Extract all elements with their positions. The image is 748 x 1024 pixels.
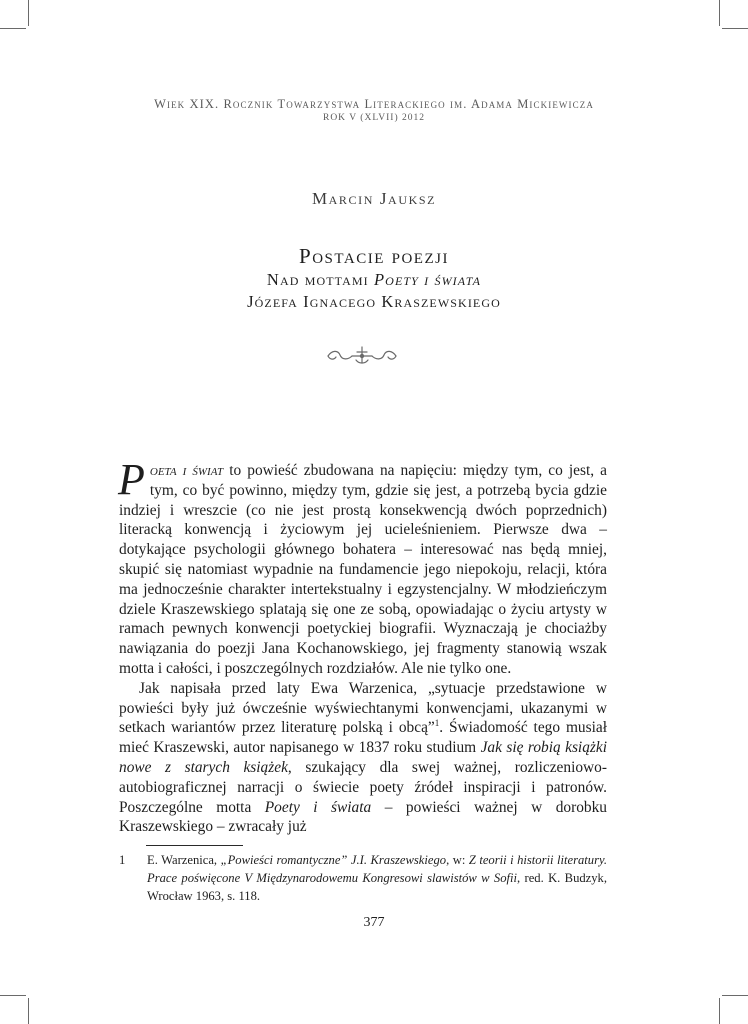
crop-mark — [0, 995, 26, 996]
article-title: Postacie poezji — [299, 244, 449, 268]
footnote-divider — [146, 845, 243, 846]
paragraph-2-text: , szukający dla swej ważnej, rozliczeniowo-autobiograficznej narracji o świecie poety źródeł inspiracji i patronów. Poszczególne motta — [119, 758, 607, 816]
paragraph-1-text: to powieść zbudowana na napięciu: między tym, co jest, a tym, co być powinno, między tym, gdzie się jest, a potrzebą bycia gdzie indziej i wreszcie (co nie jest prostą konsekwencją dwóch poprzednich) literacką konwencją i życiowym jej ucieleśnieniem. Pierwsze dwa – dotykające psychologii głównego bohatera – interesować nas będą mniej, skupić się natomiast wypadnie na fundamencie jego niepokoju, relacji, która ma jednocześnie charakter intertekstualny i egzystencjalny. W młodzieńczym dziele Kraszewskiego splatają się one ze sobą, opowiadając o życiu artysty w ramach pewnych konwencji poetyckiej biografii. Wyznaczają je chociażby nawiązania do poezji Jana Kochanowskiego, jej fragmenty stanowią wszak motta i całości, i poszczególnych rozdziałów. Ale nie tylko one. — [119, 462, 608, 677]
article-body — [118, 455, 608, 837]
drop-cap: P — [118, 455, 145, 504]
footnote-italic: Z teorii i historii literatury. Prace poświęcone V Międzynarodowemu Kongresowi slawistów w Sofii — [147, 853, 608, 885]
work-title-lead: oeta i świat — [149, 462, 224, 479]
subtitle-italic: Poety i świata — [374, 270, 482, 289]
crop-mark — [28, 998, 29, 1024]
footnote-reference[interactable]: 1 — [434, 718, 440, 729]
ornament-flourish-icon — [324, 344, 400, 366]
footnote-italic: „Powieści romantyczne” J.I. Kraszewskiego — [220, 853, 447, 867]
work-title-italic: Poety i świata — [264, 798, 372, 816]
paragraph-2 — [119, 679, 607, 837]
page-number: 377 — [363, 915, 385, 930]
footnote-text — [147, 851, 607, 905]
journal-title: Wiek XIX. Rocznik Towarzystwa Literackiego im. Adama Mickiewicza — [154, 97, 594, 111]
work-title-italic: Jak się robią książki nowe z starych książek — [119, 739, 607, 776]
paragraph-1 — [118, 455, 608, 679]
crop-mark — [28, 0, 29, 26]
crop-mark — [719, 998, 720, 1024]
footnote-part: , red. K. Budzyk, Wrocław 1963, s. 118. — [147, 871, 607, 903]
footnote-number: 1 — [119, 853, 126, 867]
footnote-part: , w: — [446, 853, 469, 867]
footnote — [119, 851, 607, 905]
crop-mark — [722, 995, 748, 996]
footnote-part: E. Warzenica, — [147, 853, 221, 867]
paragraph-2-text: – powieści ważnej w dorobku Kraszewskiego – zwracały już — [119, 798, 607, 836]
subtitle-line-2: Józefa Ignacego Kraszewskiego — [247, 292, 501, 311]
crop-mark — [719, 0, 720, 26]
paragraph-2-text: Jak napisała przed laty Ewa Warzenica, „sytuacje przedstawione w powieści były już ówcześnie wyświechtanymi konwencjami, ukazanymi w setkach wariantów przez literaturę polską i obcą” — [119, 679, 607, 737]
crop-mark — [0, 28, 26, 29]
journal-year: ROK V (XLVII) 2012 — [322, 113, 425, 123]
crop-mark — [722, 28, 748, 29]
running-header — [0, 97, 748, 125]
article-subtitle — [0, 269, 748, 313]
subtitle-text: Nad mottami — [266, 270, 374, 289]
article-author: Marcin Jauksz — [311, 189, 437, 208]
paragraph-2-text: . Świadomość tego musiał mieć Kraszewski, autor napisanego w 1837 roku studium — [119, 719, 607, 757]
